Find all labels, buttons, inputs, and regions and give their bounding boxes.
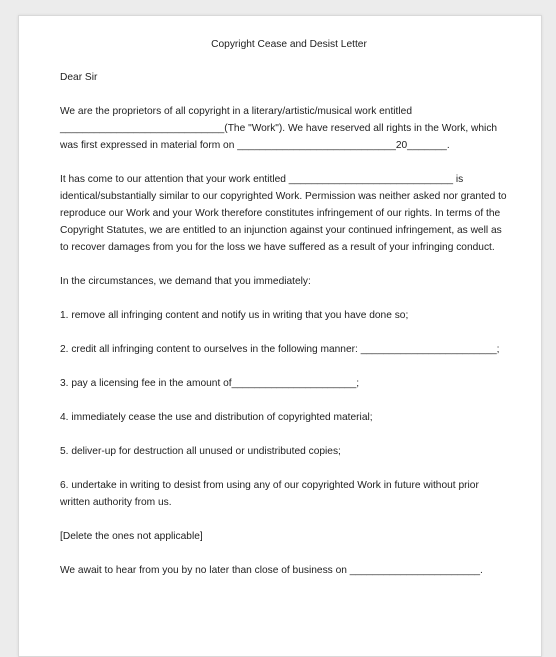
- demand-item-1: 1. remove all infringing content and notify us in writing that you have done so;: [60, 310, 409, 321]
- salutation: Dear Sir: [60, 72, 98, 83]
- demand-item-3: 3. pay a licensing fee in the amount of______________________;: [60, 378, 360, 389]
- demand-item-6: [60, 477, 518, 511]
- demand-item-2: 2. credit all infringing content to ourselves in the following manner: ________________________;: [60, 344, 500, 355]
- paragraph-line: It has come to our attention that your work entitled _____________________________ is: [60, 174, 464, 185]
- paragraph-line: to recover damages from you for the loss we have suffered as a result of your infringing conduct.: [60, 242, 495, 253]
- paragraph-line: written authority from us.: [60, 497, 172, 508]
- paragraph-line: was first expressed in material form on ____________________________20_______.: [60, 140, 450, 151]
- paragraph-line: reproduce our Work and your Work therefore constitutes infringement of our rights. In terms of the: [60, 208, 501, 219]
- paragraph-line: Copyright Statutes, we are entitled to an injunction against your continued infringement, as well as: [60, 225, 502, 236]
- demand-item-5: 5. deliver-up for destruction all unused or undistributed copies;: [60, 446, 341, 457]
- letter-body: [60, 36, 518, 596]
- letter-title: Copyright Cease and Desist Letter: [211, 39, 367, 50]
- paragraph-infringement: [60, 171, 518, 256]
- paragraph-line: We are the proprietors of all copyright in a literary/artistic/musical work entitled: [60, 106, 412, 117]
- document-page: [18, 15, 542, 657]
- closing-line: We await to hear from you by no later than close of business on _______________________.: [60, 565, 483, 576]
- paragraph-line: _____________________________(The "Work"). We have reserved all rights in the Work, which: [60, 123, 498, 134]
- delete-note: [Delete the ones not applicable]: [60, 531, 203, 542]
- demands-intro: In the circumstances, we demand that you immediately:: [60, 276, 311, 287]
- demand-item-4: 4. immediately cease the use and distribution of copyrighted material;: [60, 412, 373, 423]
- paragraph-proprietorship: [60, 103, 518, 154]
- paragraph-line: 6. undertake in writing to desist from using any of our copyrighted Work in future without prior: [60, 480, 479, 491]
- paragraph-line: identical/substantially similar to our copyrighted Work. Permission was neither asked nor granted to: [60, 191, 507, 202]
